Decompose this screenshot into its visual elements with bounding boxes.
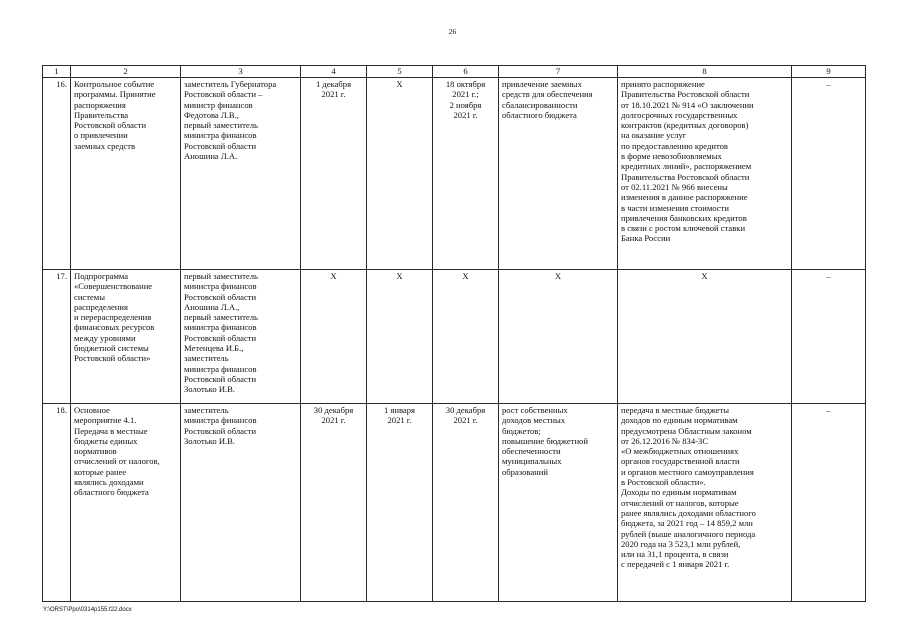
column-header: 8 [618,66,792,78]
table-row [43,270,866,404]
reason-cell: – [792,404,866,602]
report-table [42,65,866,602]
actual-result-cell: принято распоряжение Правительства Ростовской области от 18.10.2021 № 914 «О заключении долгосрочных государственных контрактов (кредитных договоров) на оказание услуг по предоставлению кредитов в форме невозобновляемых кредитных линий», распоряжением Правительства Ростовской области от 02.11.2021 № 966 внесены изменения в данное распоряжение в части изменения стоимости привлечения банковских кредитов в связи с ростом ключевой ставки Банка России [618,78,792,270]
column-header: 5 [367,66,433,78]
column-header: 4 [301,66,367,78]
column-header: 2 [71,66,181,78]
planned-result-cell: Х [499,270,618,404]
table-row [43,404,866,602]
event-name-cell: Контрольное событие программы. Принятие распоряжения Правительства Ростовской области о привлечении заемных средств [71,78,181,270]
row-number: 17. [43,270,71,404]
table-header-row [43,66,866,78]
reason-cell: – [792,78,866,270]
actual-result-cell: Х [618,270,792,404]
plan-start-cell: 1 декабря 2021 г. [301,78,367,270]
column-header: 3 [181,66,301,78]
actual-result-cell: передача в местные бюджеты доходов по единым нормативам предусмотрена Областным законом от 26.12.2016 № 834-ЗС «О межбюджетных отношениях органов государственной власти и органов местного самоуправления в Ростовской области». Доходы по единым нормативам отчислений от налогов, которые ранее являлись доходами областного бюджета, за 2021 год – 14 859,2 млн рублей (выше аналогичного периода 2020 года на 3 523,1 млн рублей, или на 31,1 процента, в связи с передачей с 1 января 2021 г. [618,404,792,602]
responsible-cell: заместитель Губернатора Ростовской области – министр финансов Федотова Л.В., первый заместитель министра финансов Ростовской области Аношина Л.А. [181,78,301,270]
column-header: 7 [499,66,618,78]
planned-result-cell: привлечение заемных средств для обеспечения сбалансированности областного бюджета [499,78,618,270]
plan-end-cell: 30 декабря 2021 г. [433,404,499,602]
plan-start-cell: 30 декабря 2021 г. [301,404,367,602]
document-file-path: Y:\ORST\Ppo\0314p155.f22.docx [43,607,132,613]
plan-end-cell: Х [433,270,499,404]
responsible-cell: первый заместитель министра финансов Ростовской области Аношина Л.А., первый заместитель министра финансов Ростовской области Метенцева И.Б., заместитель министра финансов Ростовской области Золотько И.В. [181,270,301,404]
fact-start-cell: Х [367,270,433,404]
fact-start-cell: 1 января 2021 г. [367,404,433,602]
row-number: 16. [43,78,71,270]
planned-result-cell: рост собственных доходов местных бюджетов; повышение бюджетной обеспеченности муниципальных образований [499,404,618,602]
column-header: 1 [43,66,71,78]
plan-start-cell: Х [301,270,367,404]
fact-start-cell: Х [367,78,433,270]
event-name-cell: Подпрограмма «Совершенствование системы распределения и перераспределения финансовых ресурсов между уровнями бюджетной системы Ростовской области» [71,270,181,404]
responsible-cell: заместитель министра финансов Ростовской области Золотько И.В. [181,404,301,602]
event-name-cell: Основное мероприятие 4.1. Передача в местные бюджеты единых нормативов отчислений от налогов, которые ранее являлись доходами областного бюджета [71,404,181,602]
column-header: 9 [792,66,866,78]
reason-cell: – [792,270,866,404]
table-row [43,78,866,270]
row-number: 18. [43,404,71,602]
page-number: 26 [448,27,457,36]
column-header: 6 [433,66,499,78]
plan-end-cell: 18 октября 2021 г.; 2 ноября 2021 г. [433,78,499,270]
